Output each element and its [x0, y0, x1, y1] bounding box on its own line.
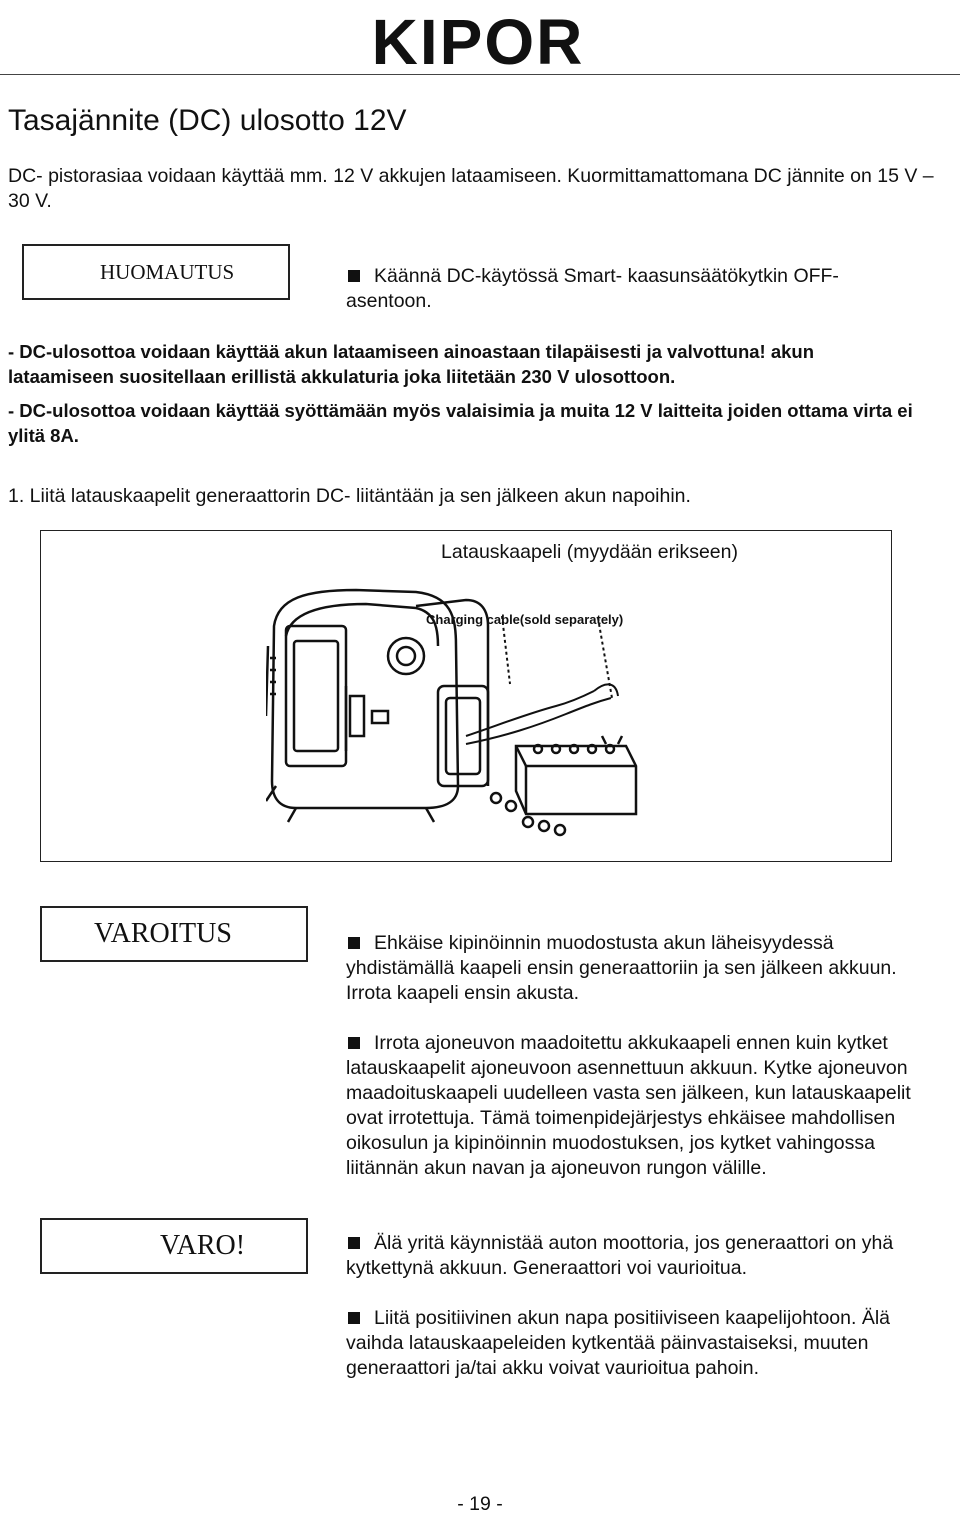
figure-inner-label: Charging cable(sold separately) [426, 612, 624, 627]
warning-bold-1: - DC-ulosottoa voidaan käyttää akun lataamiseen ainoastaan tilapäisesti ja valvottuna! akun lataamiseen suositellaan erillistä akkulaturia joka liitetään 230 V ulosottoon. [8, 341, 815, 387]
notice-label: HUOMAUTUS [100, 259, 235, 284]
generator-battery-illustration [266, 586, 666, 842]
caution-label-box [40, 1218, 308, 1274]
warning-bullet-2 [346, 1031, 946, 1181]
warning-bold-2: - DC-ulosottoa voidaan käyttää syöttämään myös valaisimia ja muita 12 V laitteita joiden ottama virta ei ylitä 8A. [8, 400, 913, 446]
step-1: 1. Liitä latauskaapelit generaattorin DC- liitäntään ja sen jälkeen akun napoihin. [8, 485, 691, 507]
square-bullet-icon [348, 937, 360, 949]
figure-caption: Latauskaapeli (myydään erikseen) [441, 541, 738, 563]
notice-bullet [346, 264, 916, 314]
caution-label: VARO! [160, 1230, 246, 1261]
square-bullet-icon [348, 1037, 360, 1049]
notice-text: Käännä DC-käytössä Smart- kaasunsäätökytkin OFF-asentoon. [346, 265, 839, 312]
square-bullet-icon [348, 1237, 360, 1249]
page-number: - 19 - [457, 1493, 503, 1515]
caution-bullet-2-text: Liitä positiivinen akun napa positiiviseen kaapelijohtoon. Älä vaihda latauskaapeleiden kytkentää päinvastaiseksi, muuten generaattori ja/tai akku voivat vaurioitua pahoin. [346, 1307, 891, 1379]
square-bullet-icon [348, 1312, 360, 1324]
intro-paragraph: DC- pistorasiaa voidaan käyttää mm. 12 V akkujen lataamiseen. Kuormittamattomana DC jännite on 15 V – 30 V. [8, 165, 934, 212]
warning-bullet-2-text: Irrota ajoneuvon maadoitettu akkukaapeli ennen kuin kytket latauskaapelit ajoneuvoon asennettuun akkuun. Kytke ajoneuvon maadoituskaapeli uudelleen vasta sen jälkeen, kun latauskaapelit ovat irrotettuja. Tämä toimenpidejärjestys ehkäisee mahdollisen oikosulun ja kipinöinnin muodostuksen, jos kytket vahingossa liitännän akun navan ja ajoneuvon rungon välille. [346, 1032, 911, 1179]
caution-bullet-1 [346, 1231, 956, 1281]
warning-label: VAROITUS [94, 918, 232, 949]
page-title: Tasajännite (DC) ulosotto 12V [8, 104, 407, 137]
caution-bullet-2 [346, 1306, 946, 1381]
warning-bullet-1 [346, 931, 906, 1006]
square-bullet-icon [348, 270, 360, 282]
logo-text: KIPOR [371, 8, 585, 72]
warning-bullet-1-text: Ehkäise kipinöinnin muodostusta akun läheisyydessä yhdistämällä kaapeli ensin generaattoriin ja sen jälkeen akkuun. Irrota kaapeli ensin akusta. [346, 932, 897, 1004]
kipor-logo [318, 8, 638, 72]
warning-label-box [40, 906, 308, 962]
header-divider [0, 74, 960, 75]
caution-bullet-1-text: Älä yritä käynnistää auton moottoria, jos generaattori on yhä kytkettynä akkuun. Generaattori voi vaurioitua. [346, 1232, 894, 1279]
notice-label-box [22, 244, 290, 300]
